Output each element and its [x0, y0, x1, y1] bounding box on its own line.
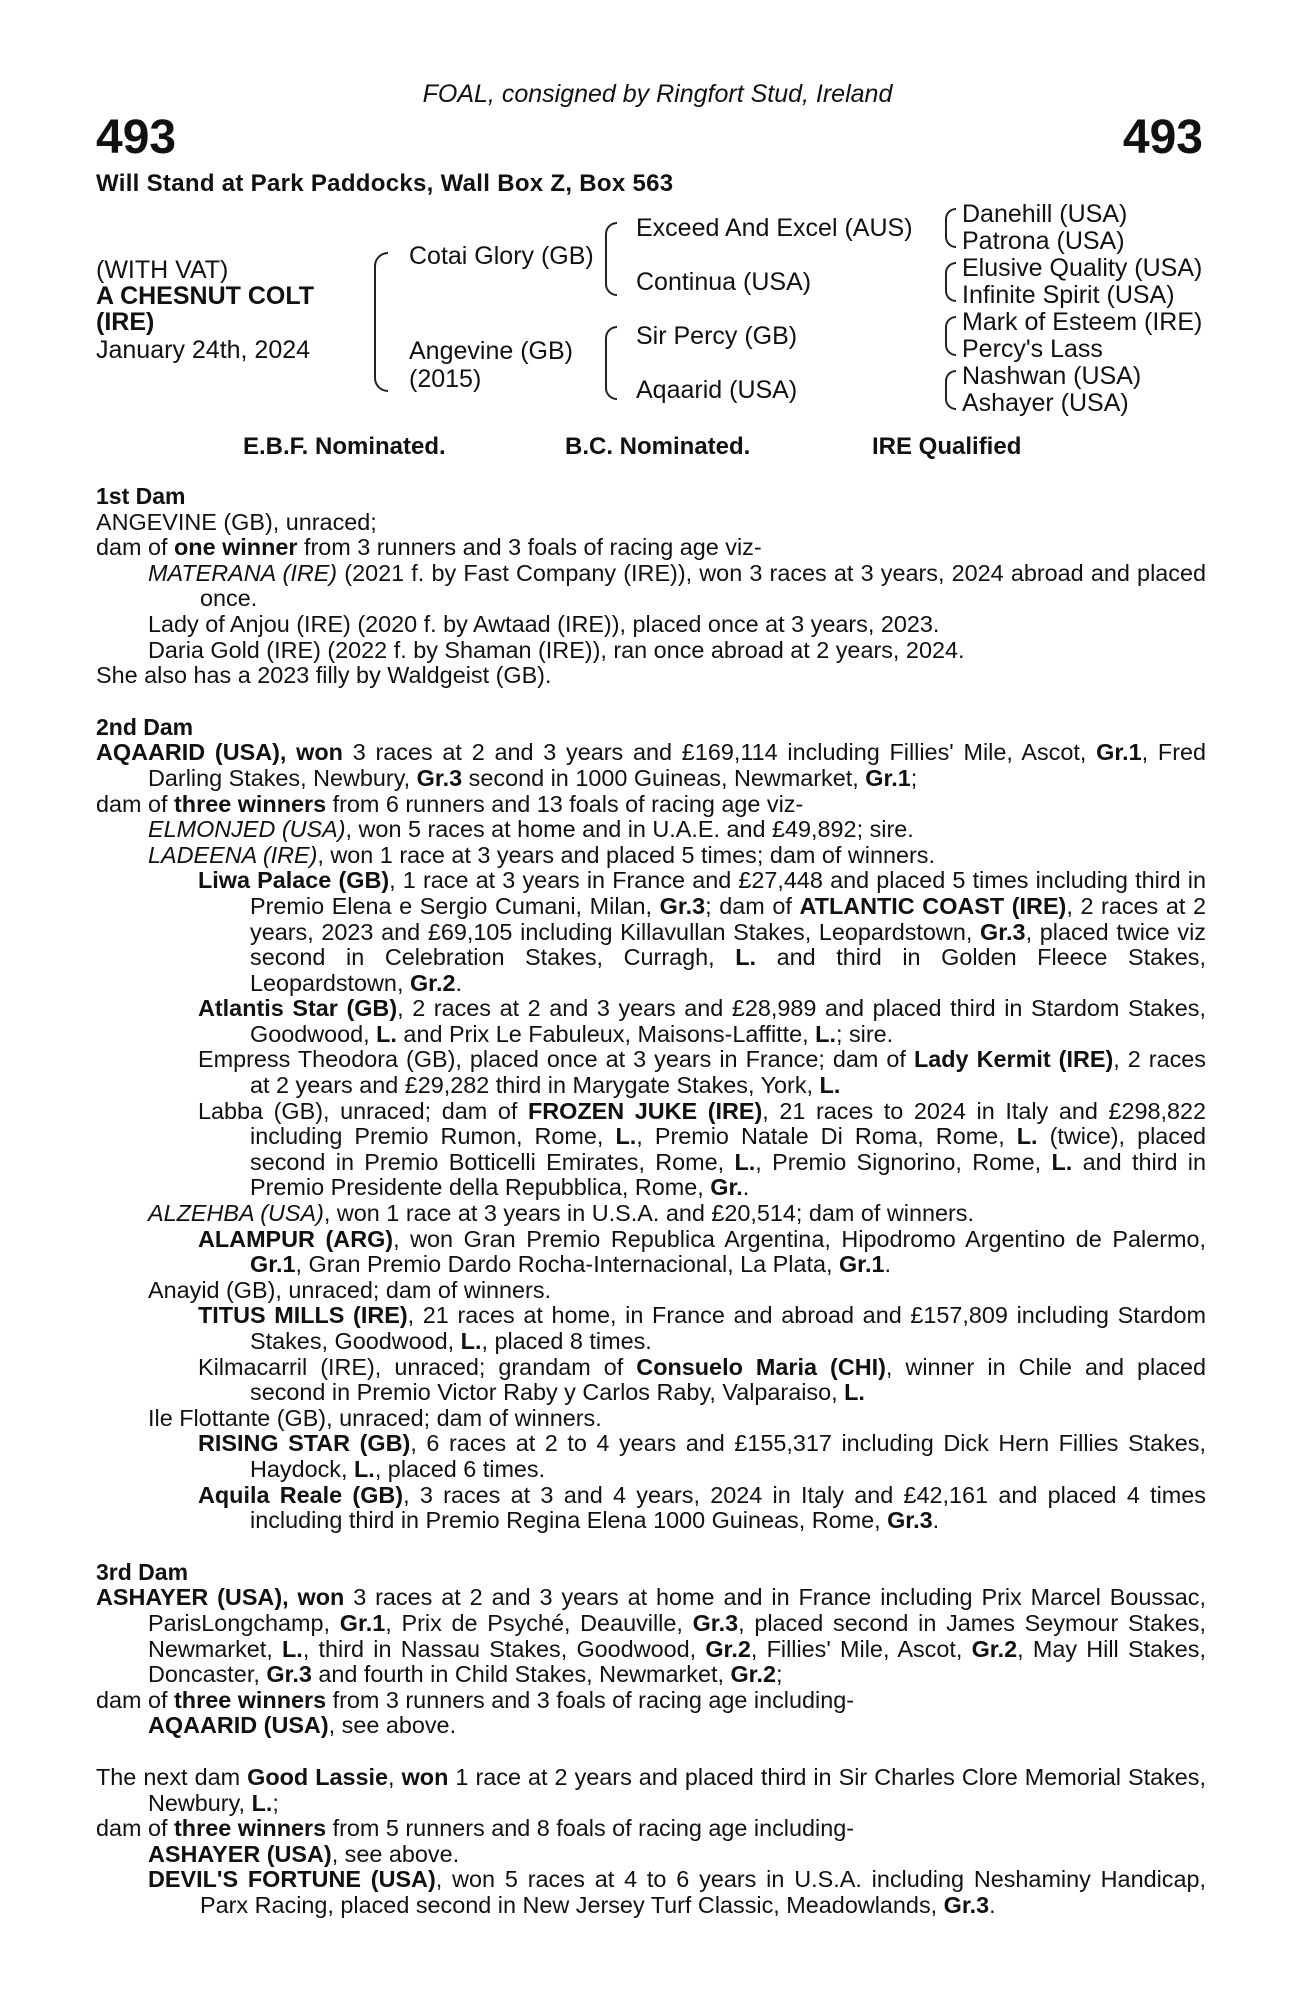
produce-liwa-palace: Liwa Palace (GB), 1 race at 3 years in France and £27,448 and placed 5 times including third in Premio Elena e Sergio Cumani, Milan, Gr.3; dam of ATLANTIC COAST (IRE), 2 races at 2 years, 2023 and £69,105 including Killavullan Stakes, Leopardstown, Gr.3, placed twice viz second in Celebration Stakes, Curragh, L. and third in Golden Fleece Stakes, Leopardstown, Gr.2.: [198, 867, 1206, 996]
second-dam-record: dam of three winners from 6 runners and 13 foals of racing age viz-: [96, 790, 804, 817]
sire: Cotai Glory (GB): [409, 242, 594, 270]
next-dam-produce-devils-fortune: DEVIL'S FORTUNE (USA), won 5 races at 4 to 6 years in U.S.A. including Neshaminy Handicap, Parx Racing, placed second in New Jersey Turf Classic, Meadowlands, Gr.3.: [148, 1866, 1206, 1918]
first-dam-line: ANGEVINE (GB), unraced;: [96, 508, 377, 535]
bc-nominated: B.C. Nominated.: [565, 433, 751, 460]
pedigree-brace-dam: [605, 326, 617, 400]
pedigree-brace-g4: [945, 370, 956, 410]
third-dam-record: dam of three winners from 3 runners and 3 foals of racing age including-: [96, 1686, 854, 1713]
pedigree-brace-g3: [945, 316, 956, 356]
grandparent-2: Patrona (USA): [962, 227, 1125, 255]
pedigree-brace-g1: [945, 208, 956, 248]
produce-ile-flottante: Ile Flottante (GB), unraced; dam of winners.: [148, 1404, 602, 1431]
first-dam-heading: 1st Dam: [96, 483, 186, 509]
grandparent-8: Ashayer (USA): [962, 389, 1129, 417]
lot-number-left: 493: [96, 111, 177, 164]
next-dam-record: dam of three winners from 5 runners and 8 foals of racing age including-: [96, 1815, 854, 1842]
third-dam-line: ASHAYER (USA), won 3 races at 2 and 3 years at home and in France including Prix Marcel Boussac, ParisLongchamp, Gr.1, Prix de Psyché, Deauville, Gr.3, placed second in James Seymour Stakes, Newmarket, L., third in Nassau Stakes, Goodwood, Gr.2, Fillies' Mile, Ascot, Gr.2, May Hill Stakes, Doncaster, Gr.3 and fourth in Child Stakes, Newmarket, Gr.2;: [96, 1584, 1207, 1688]
horse-name: A CHESNUT COLT: [96, 282, 315, 310]
dam-year: (2015): [409, 365, 482, 393]
second-dam-heading: 2nd Dam: [96, 713, 194, 740]
produce-aquila-reale: Aquila Reale (GB), 3 races at 3 and 4 years, 2024 in Italy and £42,161 and placed 4 times including third in Premio Regina Elena 1000 Guineas, Rome, Gr.3.: [198, 1481, 1206, 1534]
first-dam-record: dam of one winner from 3 runners and 3 foals of racing age viz-: [96, 534, 762, 561]
catalogue-body: [96, 484, 1206, 1918]
grandparent-3: Elusive Quality (USA): [962, 254, 1203, 282]
next-dam-produce-ashayer: ASHAYER (USA), see above.: [148, 1840, 460, 1867]
produce-materana: MATERANA (IRE) (2021 f. by Fast Company (IRE)), won 3 races at 3 years, 2024 abroad and placed once.: [148, 559, 1206, 612]
horse-name-country: (IRE): [96, 308, 155, 336]
produce-alzehba: ALZEHBA (USA), won 1 race at 3 years in U.S.A. and £20,514; dam of winners.: [148, 1200, 975, 1227]
consignment-line: FOAL, consigned by Ringfort Stud, Ireland: [422, 80, 893, 108]
ebf-nominated: E.B.F. Nominated.: [243, 433, 446, 460]
first-dam-note: She also has a 2023 filly by Waldgeist (GB).: [96, 662, 552, 689]
produce-titus-mills: TITUS MILLS (IRE), 21 races at home, in France and abroad and £157,809 including Stardom Stakes, Goodwood, L., placed 8 times.: [198, 1302, 1206, 1354]
grandparent-1: Danehill (USA): [962, 200, 1128, 228]
dam-dam: Aqaarid (USA): [636, 376, 798, 404]
produce-atlantis-star: Atlantis Star (GB), 2 races at 2 and 3 years and £28,989 and placed third in Stardom Stakes, Goodwood, L. and Prix Le Fabuleux, Maisons-Laffitte, L.; sire.: [198, 995, 1206, 1047]
produce-kilmacarril: Kilmacarril (IRE), unraced; grandam of Consuelo Maria (CHI), winner in Chile and placed second in Premio Victor Raby y Carlos Raby, Valparaiso, L.: [198, 1353, 1206, 1406]
third-dam-heading: 3rd Dam: [96, 1558, 189, 1585]
grandparent-4: Infinite Spirit (USA): [962, 281, 1175, 309]
produce-alampur: ALAMPUR (ARG), won Gran Premio Republica Argentina, Hipodromo Argentino de Palermo, Gr.1, Gran Premio Dardo Rocha-Internacional, La Plata, Gr.1.: [198, 1225, 1206, 1278]
produce-anayid: Anayid (GB), unraced; dam of winners.: [148, 1276, 552, 1303]
sire-dam: Continua (USA): [636, 268, 812, 296]
ire-qualified: IRE Qualified: [872, 433, 1022, 460]
grandparent-5: Mark of Esteem (IRE): [962, 308, 1203, 336]
produce-lady-of-anjou: Lady of Anjou (IRE) (2020 f. by Awtaad (IRE)), placed once at 3 years, 2023.: [148, 610, 940, 637]
vat-note: (WITH VAT): [96, 256, 229, 284]
grandparent-6: Percy's Lass: [962, 335, 1103, 363]
pedigree-brace-sire: [605, 222, 617, 296]
sire-sire: Exceed And Excel (AUS): [636, 214, 913, 242]
third-dam-produce-aqaarid: AQAARID (USA), see above.: [148, 1712, 457, 1739]
produce-daria-gold: Daria Gold (IRE) (2022 f. by Shaman (IRE)), ran once abroad at 2 years, 2024.: [148, 636, 965, 663]
next-dam-line: The next dam Good Lassie, won 1 race at 2 years and placed third in Sir Charles Clore Memorial Stakes, Newbury, L.;: [96, 1763, 1207, 1816]
lot-number-right: 493: [1122, 111, 1203, 164]
produce-ladeena: LADEENA (IRE), won 1 race at 3 years and placed 5 times; dam of winners.: [148, 841, 935, 868]
pedigree-brace-g2: [945, 262, 956, 302]
dam: Angevine (GB): [409, 337, 573, 365]
dam-sire: Sir Percy (GB): [636, 322, 798, 350]
grandparent-7: Nashwan (USA): [962, 362, 1142, 390]
produce-rising-star: RISING STAR (GB), 6 races at 2 to 4 years and £155,317 including Dick Hern Fillies Stakes, Haydock, L., placed 6 times.: [198, 1430, 1206, 1482]
second-dam-line: AQAARID (USA), won 3 races at 2 and 3 years and £169,114 including Fillies' Mile, Ascot, Gr.1, Fred Darling Stakes, Newbury, Gr.3 second in 1000 Guineas, Newmarket, Gr.1;: [96, 739, 1207, 791]
produce-labba: Labba (GB), unraced; dam of FROZEN JUKE (IRE), 21 races to 2024 in Italy and £298,822 including Premio Rumon, Rome, L., Premio Natale Di Roma, Rome, L. (twice), placed second in Premio Botticelli Emirates, Rome, L., Premio Signorino, Rome, L. and third in Premio Presidente della Repubblica, Rome, Gr..: [198, 1097, 1207, 1201]
stand-location: Will Stand at Park Paddocks, Wall Box Z, Box 563: [96, 170, 674, 197]
pedigree-brace-main: [374, 252, 388, 392]
produce-elmonjed: ELMONJED (USA), won 5 races at home and in U.A.E. and £49,892; sire.: [148, 816, 914, 843]
produce-empress-theodora: Empress Theodora (GB), placed once at 3 years in France; dam of Lady Kermit (IRE), 2 races at 2 years and £29,282 third in Marygate Stakes, York, L.: [198, 1046, 1206, 1099]
foaling-date: January 24th, 2024: [96, 336, 311, 364]
